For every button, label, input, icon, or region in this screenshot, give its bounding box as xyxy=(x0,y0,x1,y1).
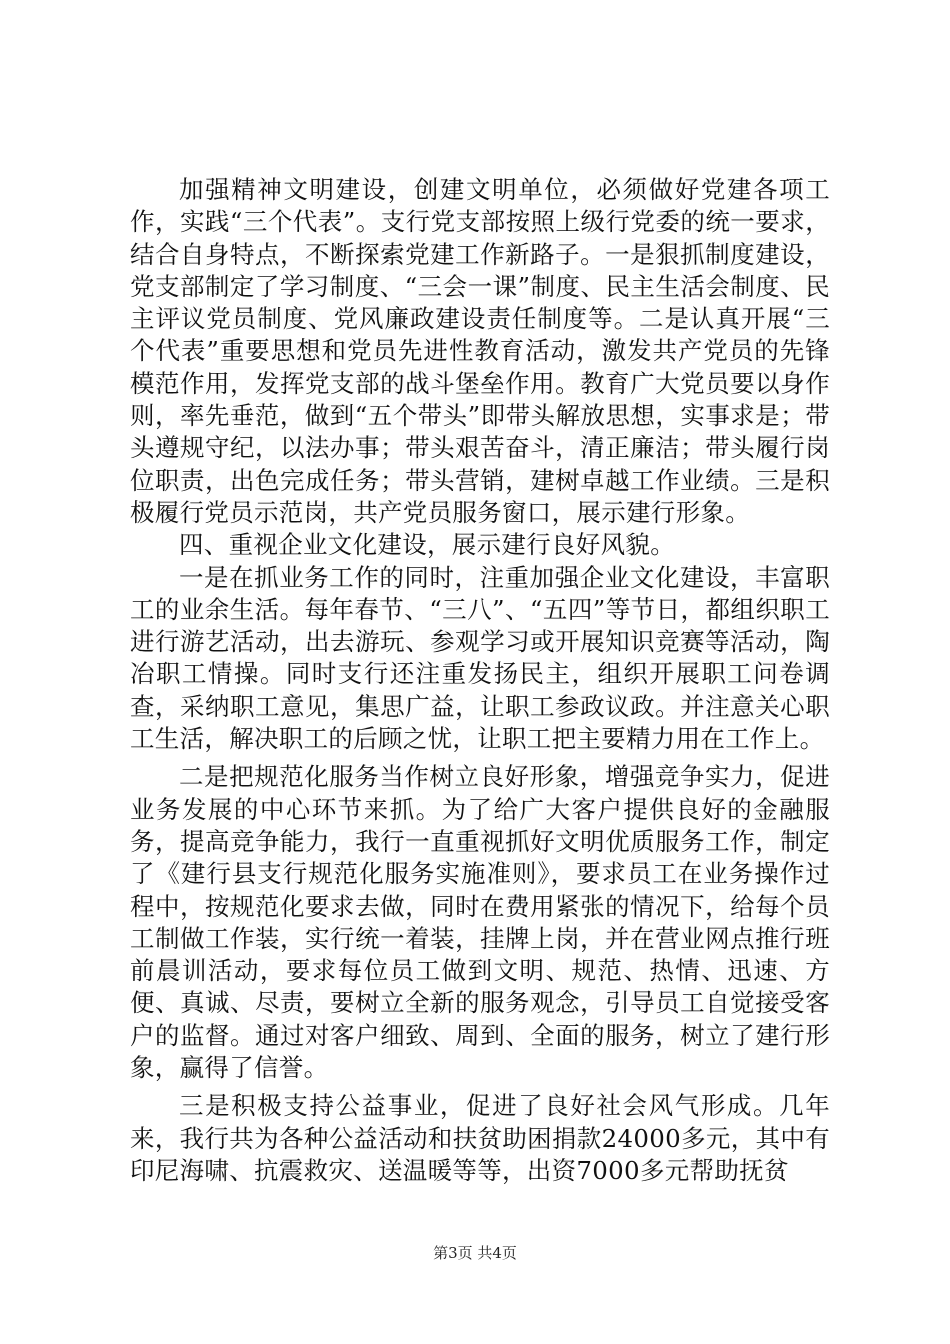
section-heading-corporate-culture: 四、重视企业文化建设，展示建行良好风貌。 xyxy=(179,530,675,560)
page-number-footer: 第3页 共4页 xyxy=(433,1244,517,1262)
paragraph-standardized-service: 二是把规范化服务当作树立良好形象，增强竞争实力，促进业务发展的中心环节来抓。为了给广大客户提供良好的金融服务，提高竞争能力，我行一直重视抓好文明优质服务工作，制定了《建行县支行规范化服务实施准则》，要求员工在业务操作过程中，按规范化要求去做，同时在费用紧张的情况下，给每个员工制做工作装，实行统一着装，挂牌上岗，并在营业网点推行班前晨训活动，要求每位员工做到文明、规范、热情、迅速、方便、真诚、尽责，要树立全新的服务观念，引导员工自觉接受客户的监督。通过对客户细致、周到、全面的服务，树立了建行形象，赢得了信誉。 xyxy=(130,762,830,1083)
paragraph-party-building: 加强精神文明建设，创建文明单位，必须做好党建各项工作，实践“三个代表”。支行党支部按照上级行党委的统一要求，结合自身特点，不断探索党建工作新路子。一是狠抓制度建设，党支部制定了学习制度、“三会一课”制度、民主生活会制度、民主评议党员制度、党风廉政建设责任制度等。二是认真开展“三个代表”重要思想和党员先进性教育活动，激发共产党员的先锋模范作用，发挥党支部的战斗堡垒作用。教育广大党员要以身作则，率先垂范，做到“五个带头”即带头解放思想，实事求是；带头遵规守纪，以法办事；带头艰苦奋斗，清正廉洁；带头履行岗位职责，出色完成任务；带头营销，建树卓越工作业绩。三是积极履行党员示范岗，共产党员服务窗口，展示建行形象。 xyxy=(130,175,831,527)
paragraph-public-welfare: 三是积极支持公益事业，促进了良好社会风气形成。几年来，我行共为各种公益活动和扶贫助困捐款24000多元，其中有印尼海啸、抗震救灾、送温暖等等，出资7000多元帮助抚贫 xyxy=(130,1091,830,1185)
paragraph-culture-activities: 一是在抓业务工作的同时，注重加强企业文化建设，丰富职工的业余生活。每年春节、“三八”、“五四”等节日，都组织职工进行游艺活动，出去游玩、参观学习或开展知识竞赛等活动，陶冶职工情操。同时支行还注重发扬民主，组织开展职工问卷调查，采纳职工意见，集思广益，让职工参政议政。并注意关心职工生活，解决职工的后顾之忧，让职工把主要精力用在工作上。 xyxy=(130,562,830,754)
document-body xyxy=(130,174,830,1187)
